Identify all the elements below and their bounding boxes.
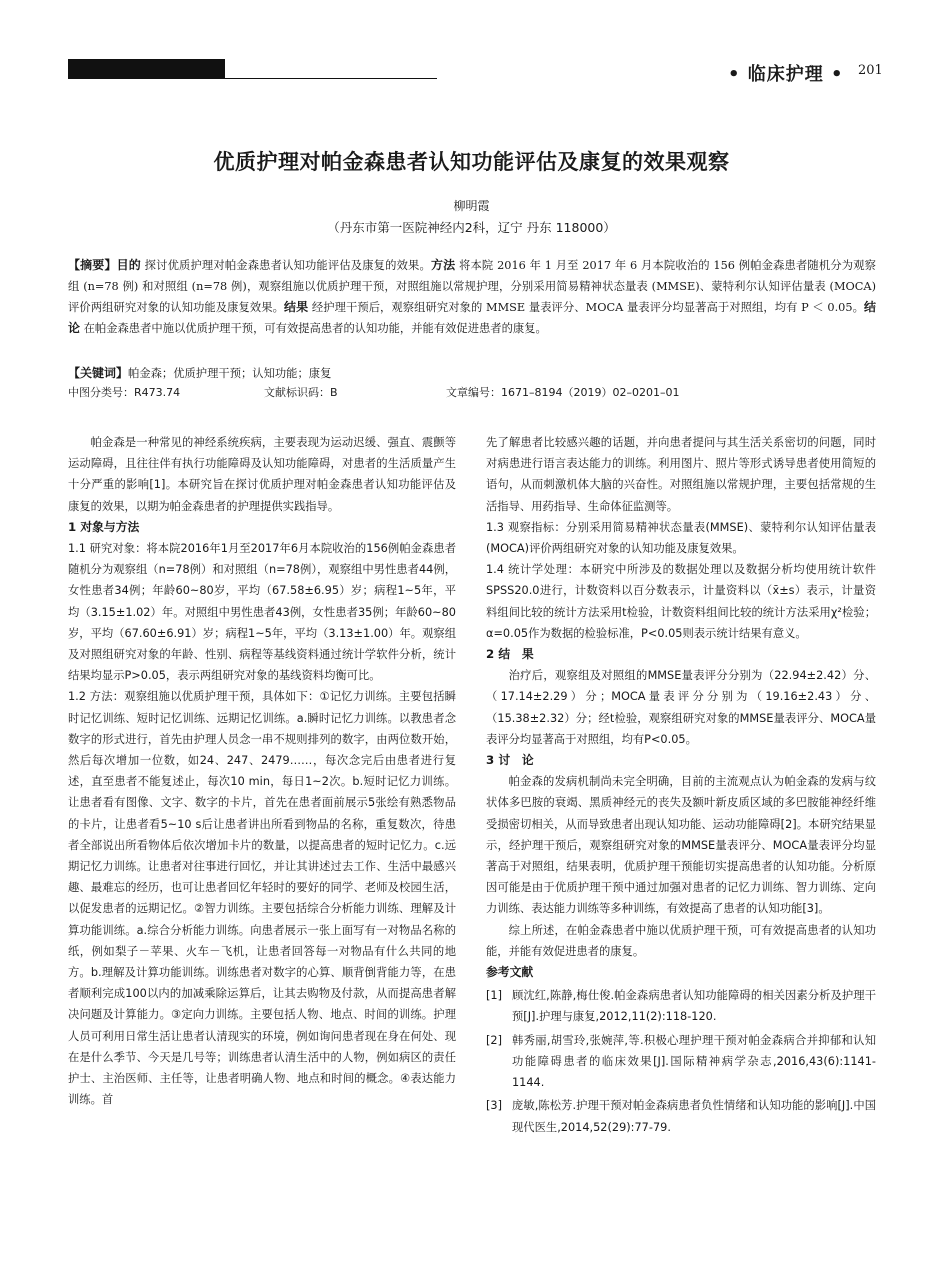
paragraph-statistics: 1.4 统计学处理：本研究中所涉及的数据处理以及数据分析均使用统计软件SPSS20.0进行，计数资料以百分数表示，计量资料以（x̄±s）表示，计量资料组间比较的统计方法采用t检验，计数资料组间比较的统计方法采用χ²检验；α=0.05作为数据的检验标准，P<0.05则表示统计结果有意义。 [486, 563, 876, 640]
paragraph-methods: 1.2 方法：观察组施以优质护理干预，具体如下：①记忆力训练。主要包括瞬时记忆训练、短时记忆训练、远期记忆训练。a.瞬时记忆力训练。以教患者念数字的形式进行，首先由护理人员念一串不规则排列的数字，由两位数开始，然后每次增加一位数，如24、247、2479……，每次念完后由患者进行复述，直至患者不能复述止，每次10 min，每日1~2次。b.短时记忆力训练。让患者看有图像、文字、数字的卡片，首先在患者面前展示5张绘有熟悉物品的卡片，让患者看5~10 s后让患者讲出所看到物品的名称，重复数次，待患者全部说出所看物体后依次增加卡片的数量，以提高患者的短时记忆力。c.远期记忆力训练。让患者对往事进行回忆，并让其讲述过去工作、生活中最感兴趣、最难忘的经历，也可让患者回忆年轻时的要好的同学、老师及校园生活，以促发患者的远期记忆。②智力训练。主要包括综合分析能力训练、理解及计算功能训练。a.综合分析能力训练。向患者展示一张上面写有一对物品名称的纸，例如梨子－苹果、火车－飞机，让患者回答每一对物品有什么共同的地方。b.理解及计算功能训练。训练患者对数字的心算、顺背倒背能力等，在患者顺利完成100以内的加减乘除运算后，让其去购物及付款，从而提高患者解决问题及计算能力。③定向力训练。主要包括人物、地点、时间的训练。护理人员可利用日常生活让患者认清现实的环境，例如询问患者现在身在何处、现在是什么季节、今天是几号等；训练患者认清生活中的人物，例如病区的责任护士、主治医师、主任等，让患者明确人物、地点和时间的概念。④表达能力训练。首 [68, 690, 456, 1107]
paragraph-indicators: 1.3 观察指标：分别采用简易精神状态量表(MMSE)、蒙特利尔认知评估量表(MOCA)评价两组研究对象的认知功能及康复效果。 [486, 520, 876, 556]
abstract-method: 将本院 2016 年 1 月至 2017 年 6 月本院收治的 156 例帕金森患者随机分为观察组 (n=78 例) 和对照组 (n=78 例)，观察组施以优质护理干预，对照组施以常规护理，分别采用简易精神状态量表 (MMSE)、蒙特利尔认知评估量表 (MOCA) 评价两组研究对象的认知功能及康复效果。 [68, 259, 876, 314]
references-heading: 参考文献 [486, 965, 534, 980]
section-heading: 2 结 果 [486, 647, 534, 662]
affiliation: （丹东市第一医院神经内2科，辽宁 丹东 118000） [327, 220, 616, 235]
conclusion-label: 结论 [68, 300, 876, 335]
paragraph-summary: 综上所述，在帕金森患者中施以优质护理干预，可有效提高患者的认知功能，并能有效促进患者的康复。 [486, 923, 876, 958]
keywords-label: 【关键词】 [68, 366, 129, 380]
keywords [68, 364, 876, 383]
document-code: 文献标识码：B [264, 386, 338, 399]
right-column [486, 432, 876, 1138]
reference-item [486, 1095, 876, 1137]
author: 柳明霞 [453, 199, 490, 213]
reference-text: 韩秀丽,胡雪玲,张婉萍,等.积极心理护理干预对帕金森病合并抑郁和认知功能障碍患者的临床效果[J].国际精神病学杂志,2016,43(6):1141-1144. [512, 1033, 876, 1090]
abstract-result: 经护理干预后，观察组研究对象的 MMSE 量表评分、MOCA 量表评分均显著高于对照组，均有 P ＜ 0.05。 [311, 301, 864, 314]
section-heading: 1 对象与方法 [68, 519, 140, 534]
abstract-conclusion: 在帕金森患者中施以优质护理干预，可有效提高患者的认知功能，并能有效促进患者的康复。 [83, 322, 547, 335]
abstract-purpose: 探讨优质护理对帕金森患者认知功能评估及康复的效果。 [144, 259, 431, 272]
keywords-text: 帕金森；优质护理干预；认知功能；康复 [128, 367, 332, 380]
paragraph-discussion: 帕金森的发病机制尚未完全明确，目前的主流观点认为帕金森的发病与纹状体多巴胺的衰竭、黑质神经元的丧失及额叶新皮质区域的多巴胺能神经纤维受损密切相关，从而导致患者出现认知功能、运动功能障碍[2]。本研究结果显示，经护理干预后，观察组研究对象的MMSE量表评分、MOCA量表评分均显著高于对照组，结果表明，优质护理干预能切实提高患者的认知功能。分析原因可能是由于优质护理干预中通过加强对患者的记忆力训练、智力训练、定向力训练、表达能力训练等多种训练，有效提高了患者的认知功能[3]。 [486, 775, 876, 916]
paragraph-results: 治疗后，观察组及对照组的MMSE量表评分分别为（22.94±2.42）分、（17.14±2.29）分；MOCA量表评分分别为（19.16±2.43）分、（15.38±2.32）分；经t检验，观察组研究对象的MMSE量表评分、MOCA量表评分均显著高于对照组，均有P<0.05。 [486, 669, 876, 746]
intro-paragraph: 帕金森是一种常见的神经系统疾病，主要表现为运动迟缓、强直、震颤等运动障碍，且往往伴有执行功能障碍及认知功能障碍，对患者的生活质量产生十分严重的影响[1]。本研究旨在探讨优质护理对帕金森患者认知功能评估及康复的效果，以期为帕金森患者的护理提供实践指导。 [68, 436, 456, 513]
reference-number: [1] [486, 989, 503, 1003]
abstract [68, 255, 876, 339]
reference-item [486, 985, 876, 1027]
reference-text: 庞敏,陈松芳.护理干预对帕金森病患者负性情绪和认知功能的影响[J].中国现代医生,2014,52(29):77-79. [512, 1099, 876, 1134]
reference-item [486, 1030, 876, 1094]
section-heading: 3 讨 论 [486, 753, 534, 768]
reference-number: [3] [486, 1099, 503, 1113]
reference-number: [2] [486, 1033, 503, 1047]
paragraph-methods-cont: 先了解患者比较感兴趣的话题，并向患者提问与其生活关系密切的问题，同时对病患进行语言表达能力的训练。利用图片、照片等形式诱导患者使用简短的语句，从而刺激机体大脑的兴奋性。对照组施以常规护理，主要包括常规的生活指导、用药指导、生命体征监测等。 [486, 436, 876, 513]
result-label: 结果 [284, 300, 309, 314]
header-bar [68, 59, 225, 79]
section-name: • 临床护理 • [728, 64, 844, 85]
header-rule [225, 78, 437, 79]
page-number: 201 [858, 63, 883, 78]
method-label: 方法 [430, 258, 456, 272]
paragraph-subjects: 1.1 研究对象：将本院2016年1月至2017年6月本院收治的156例帕金森患者随机分为观察组（n=78例）和对照组（n=78例），观察组中男性患者44例，女性患者34例；年龄60~80岁，平均（67.58±6.95）岁；病程1~5年，平均（3.15±1.02）年。对照组中男性患者43例，女性患者35例；年龄60~80岁，平均（67.60±6.91）岁；病程1~5年，平均（3.13±1.00）年。观察组及对照组研究对象的年龄、性别、病程等基线资料通过统计学软件分析，统计结果均显示P>0.05，表示两组研究对象的基线资料均衡可比。 [68, 542, 456, 683]
clc-number: 中图分类号：R473.74 [68, 386, 181, 399]
abstract-label: 【摘要】目的 [68, 258, 141, 272]
reference-text: 顾沈红,陈静,梅仕俊.帕金森病患者认知功能障碍的相关因素分析及护理干预[J].护理与康复,2012,11(2):118-120. [512, 989, 876, 1024]
article-number: 文章编号：1671–8194（2019）02–0201–01 [446, 386, 680, 399]
article-title: 优质护理对帕金森患者认知功能评估及康复的效果观察 [213, 150, 730, 174]
left-column [68, 432, 456, 1111]
